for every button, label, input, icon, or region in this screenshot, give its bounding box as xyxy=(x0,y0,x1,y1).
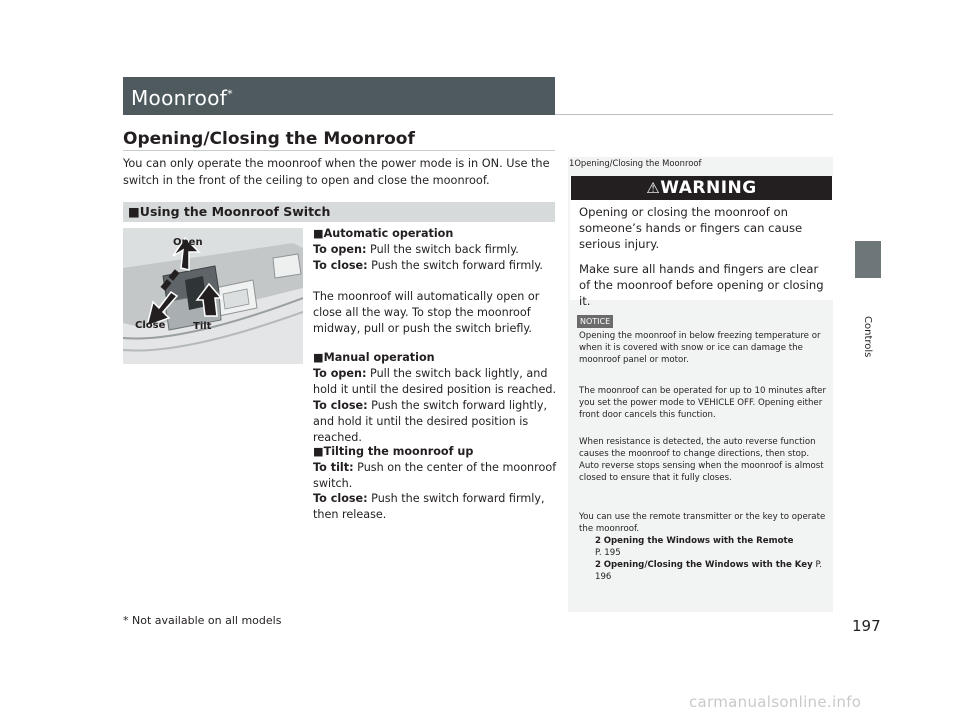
open-label: Open xyxy=(173,237,203,248)
title-rule xyxy=(555,114,833,115)
auto-close: To close: Push the switch forward firmly. xyxy=(313,259,543,272)
warning-text xyxy=(579,204,829,309)
switch-drawing xyxy=(123,228,303,364)
note-power-off: The moonroof can be operated for up to 10 minutes after you set the power mode to VEHICLE OFF. Opening either front door cancels this function. xyxy=(579,386,827,420)
note-auto-reverse: When resistance is detected, the auto reverse function causes the moonroof to change directions, then stop. Auto reverse stops sensing when the moonroof is almost closed to ensure that it fully closes. xyxy=(579,437,824,483)
auto-open: To open: Pull the switch back firmly. xyxy=(313,243,519,256)
xref-remote[interactable]: 2 Opening the Windows with the Remote P. 195 xyxy=(595,536,794,558)
note-reference: 1Opening/Closing the Moonroof xyxy=(569,158,702,168)
close-label: Close xyxy=(135,320,166,331)
side-tab-label: Controls xyxy=(862,316,873,358)
title-asterisk: * xyxy=(227,87,233,101)
tilt-heading: ■Tilting the moonroof up xyxy=(313,445,474,458)
intro-paragraph: You can only operate the moonroof when the power mode is in ON. Use the switch in the front of the ceiling to open and close the moonroof. xyxy=(123,157,550,187)
footnote: * Not available on all models xyxy=(123,614,282,627)
xref-key[interactable]: 2 Opening/Closing the Windows with the Key P. 196 xyxy=(595,560,823,582)
moonroof-switch-illustration xyxy=(123,228,303,364)
section-heading: Opening/Closing the Moonroof xyxy=(123,129,415,149)
side-tab-block xyxy=(855,241,881,278)
tilt-close: To close: Push the switch forward firmly, then release. xyxy=(313,492,545,521)
auto-note: The moonroof will automatically open or close all the way. To stop the moonroof midway, pull or push the switch briefly. xyxy=(313,290,540,335)
subheading: ■Using the Moonroof Switch xyxy=(128,204,331,219)
section-rule xyxy=(123,150,555,151)
manual-open: To open: Pull the switch back lightly, and hold it until the desired position is reached. xyxy=(313,367,557,396)
note-remote: You can use the remote transmitter or the key to operate the moonroof. xyxy=(579,512,826,534)
manual-close: To close: Push the switch forward lightly, and hold it until the desired position is reached. xyxy=(313,399,548,444)
tilt-label: Tilt xyxy=(193,321,212,332)
manual-heading: ■Manual operation xyxy=(313,351,435,364)
notice-badge: NOTICE xyxy=(577,315,613,328)
warning-paragraph-2: Make sure all hands and fingers are clear of the moonroof before opening or closing it. xyxy=(579,262,824,308)
auto-heading: ■Automatic operation xyxy=(313,227,454,240)
page-title: Moonroof* xyxy=(131,86,233,110)
watermark: carmanualsonline.info xyxy=(689,693,862,711)
note-ref-icon: 1 xyxy=(569,158,575,168)
tilt-instruction: To tilt: Push on the center of the moonroof switch. xyxy=(313,461,557,490)
page-number: 197 xyxy=(852,617,881,635)
warning-paragraph-1: Opening or closing the moonroof on someone’s hands or fingers can cause serious injury. xyxy=(579,205,803,251)
notice-text: Opening the moonroof in below freezing temperature or when it is covered with snow or ice can damage the moonroof panel or motor. xyxy=(579,331,821,365)
xref-arrow-icon: 2 xyxy=(595,536,601,546)
warning-triangle-icon: ⚠ xyxy=(646,179,661,197)
warning-heading: ⚠WARNING xyxy=(571,176,832,200)
xref-arrow-icon: 2 xyxy=(595,560,601,570)
